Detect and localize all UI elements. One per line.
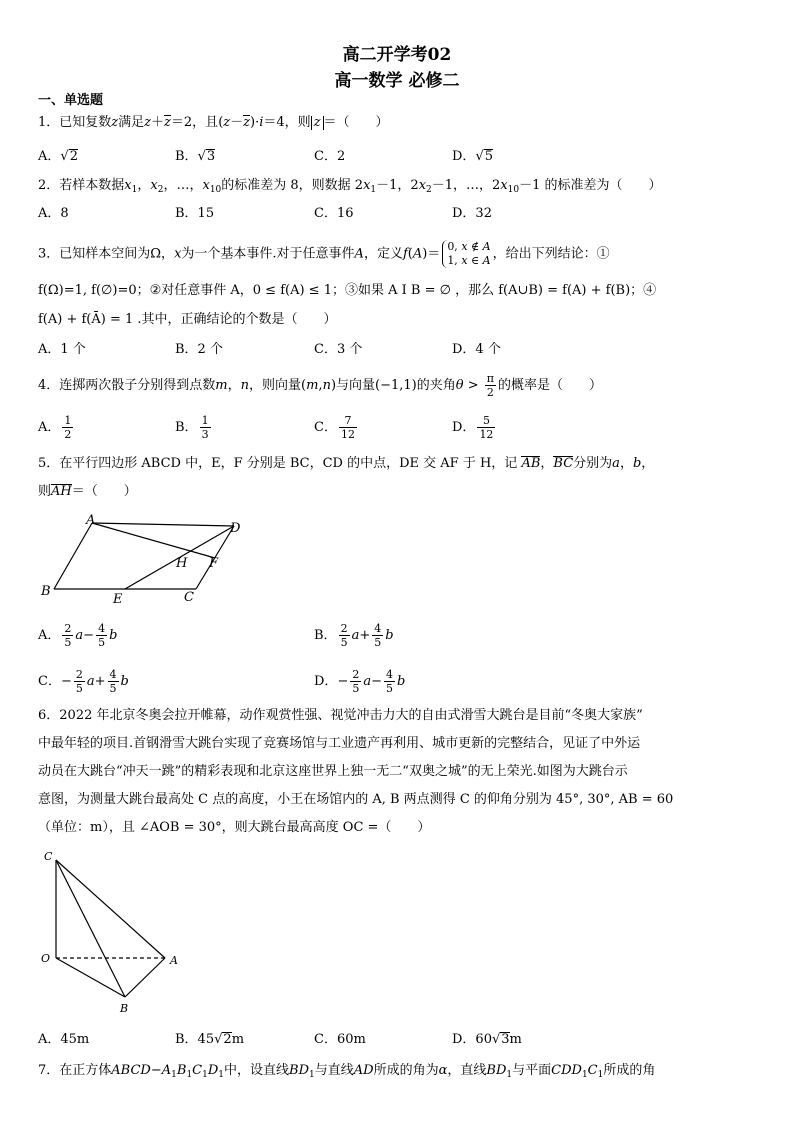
label-a: A	[86, 513, 96, 528]
q3-option-a: A．1 个	[38, 342, 86, 357]
q6-option-b: B．45√2m	[175, 1032, 245, 1047]
segment-cb	[56, 860, 125, 997]
segment-ca	[56, 860, 165, 958]
label-e: E	[113, 592, 123, 607]
ski-jump-figure	[38, 848, 198, 1018]
question-2: 2．若样本数据$x_1$，$x_2$，…，$x_{10}$的标准差为 8，则数据 $2x_1-1$，$2x_2-1$，…，$2x_{10}-1$ 的标准差为（ ）	[38, 178, 662, 195]
q6-option-c: C．60m	[314, 1032, 366, 1047]
segment-af	[92, 523, 215, 558]
label-c: C	[44, 850, 53, 863]
label-a: A	[170, 954, 178, 967]
label-h: H	[176, 556, 188, 571]
q6-option-a: A．45m	[38, 1032, 90, 1047]
q4-option-b: B． $\frac{1}{3}$	[175, 414, 209, 441]
q4-option-a: A． $\frac{1}{2}$	[38, 414, 72, 441]
segment-ab	[125, 958, 165, 997]
question-1: 1．已知复数z满足z＋z＝2，且(z－z)·i＝4，则 z ＝（ ）	[38, 115, 389, 130]
q3-line-3: f(A) + f(Ā) = 1 .其中，正确结论的个数是（ ）	[38, 312, 337, 327]
q1-option-c: C．2	[314, 149, 346, 164]
q3-line-2: f(Ω)=1, f(∅)=0；②对任意事件 A，0 ≤ f(A) ≤ 1；③如果 A I B = ∅ ，那么 f(A∪B) = f(A) + f(B)；④	[38, 283, 657, 298]
question-6-line-4: 意图，为测量大跳台最高处 C 点的高度，小王在场馆内的 A, B 两点测得 C 的仰角分别为 45°, 30°, AB = 60	[38, 792, 674, 807]
page-subtitle: 高一数学 必修二	[334, 71, 460, 91]
label-f: F	[209, 556, 219, 571]
q2-option-a: A．8	[38, 206, 69, 221]
q6-option-d: D．60√3m	[452, 1032, 522, 1047]
page-title: 高二开学考02	[342, 45, 452, 65]
label-c: C	[184, 590, 194, 605]
question-6-line-3: 动员在大跳台“冲天一跳”的精彩表现和北京这座世界上独一无二“双奥之城”的无上荣光.如图为大跳台示	[38, 764, 628, 779]
q2-option-c: C．16	[314, 206, 354, 221]
q3-option-c: C．3 个	[314, 342, 363, 357]
q1-option-d: D．√5	[452, 149, 494, 164]
edge-ab	[54, 523, 92, 589]
question-4: 4．连掷两次骰子分别得到点数m，n，则向量(m,n)与向量(−1,1)的夹角θ > $\frac{\pi}{2}$ 的概率是（ ）	[38, 372, 603, 399]
q1-option-b: B．√3	[175, 149, 216, 164]
q4-option-c: C． $\frac{7}{12}$	[314, 414, 355, 441]
q3-option-d: D．4 个	[452, 342, 501, 357]
label-d: D	[230, 521, 241, 536]
q1-option-a: A．√2	[38, 149, 78, 164]
question-5: 5．在平行四边形 ABCD 中，E，F 分别是 BC，CD 的中点，DE 交 AF 于 H，记 AB，BC分别为a，b，	[38, 456, 655, 471]
question-6-line-1: 6．2022 年北京冬奥会拉开帷幕，动作观赏性强、视觉冲击力大的自由式滑雪大跳台是目前“冬奥大家族”	[38, 708, 643, 723]
q5-option-a: A． $\frac{2}{5}$ a− $\frac{4}{5}$ b	[38, 622, 118, 649]
q5-option-d: D．− $\frac{2}{5}$ a− $\frac{4}{5}$ b	[314, 668, 406, 695]
parallelogram-figure	[38, 510, 258, 610]
question-5-line-2: 则AH＝（ ）	[38, 484, 137, 499]
question-6-line-2: 中最年轻的项目.首钢滑雪大跳台实现了竞赛场馆与工业遗产再利用、城市更新的完整结合，见证了中外运	[38, 736, 641, 751]
question-6-line-5: （单位：m），且 ∠AOB = 30°，则大跳台最高高度 OC =（ ）	[38, 820, 431, 835]
question-3: 3．已知样本空间为Ω，x为一个基本事件.对于任意事件A，定义f(A)＝ 0, x ∉ A 1, x ∈ A ，给出下列结论：①	[38, 240, 610, 267]
question-7: 7．在正方体$ABCD-A_1B_1C_1D_1$中，设直线$BD_1$与直线AD所成的角为α，直线$BD_1$与平面$CDD_1C_1$所成的角	[38, 1063, 656, 1080]
q2-option-d: D．32	[452, 206, 492, 221]
q3-option-b: B．2 个	[175, 342, 223, 357]
label-b: B	[41, 584, 51, 599]
section-heading: 一、单选题	[38, 93, 104, 108]
q5-option-c: C．− $\frac{2}{5}$ a+ $\frac{4}{5}$ b	[38, 668, 129, 695]
label-o: O	[41, 952, 51, 965]
q5-option-b: B． $\frac{2}{5}$ a+ $\frac{4}{5}$ b	[314, 622, 394, 649]
label-b: B	[120, 1002, 129, 1015]
edge-ad	[92, 523, 234, 526]
q2-option-b: B．15	[175, 206, 215, 221]
q4-option-d: D． $\frac{5}{12}$	[452, 414, 494, 441]
